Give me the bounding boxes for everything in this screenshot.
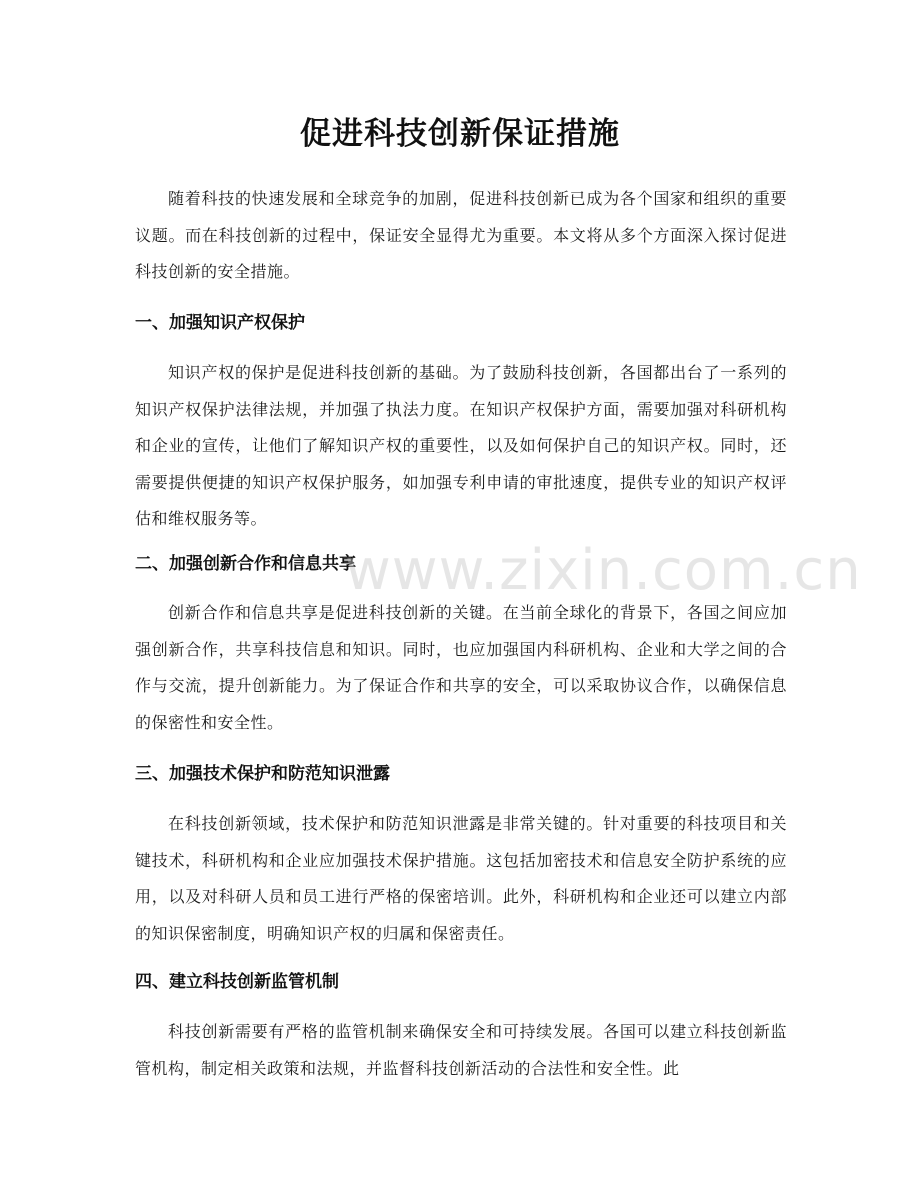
section-body-3: 在科技创新领域，技术保护和防范知识泄露是非常关键的。针对重要的科技项目和关键技术，科研机构和企业应加强技术保护措施。这包括加密技术和信息安全防护系统的应用，以及对科研人员和员工进行严格的保密培训。此外，科研机构和企业还可以建立内部的知识保密制度，明确知识产权的归属和保密责任。 <box>135 814 787 943</box>
intro-paragraph: 随着科技的快速发展和全球竞争的加剧，促进科技创新已成为各个国家和组织的重要议题。而在科技创新的过程中，保证安全显得尤为重要。本文将从多个方面深入探讨促进科技创新的安全措施。 <box>135 189 787 281</box>
section-heading-1: 一、加强知识产权保护 <box>135 313 305 333</box>
section-body-1: 知识产权的保护是促进科技创新的基础。为了鼓励科技创新，各国都出台了一系列的知识产权保护法律法规，并加强了执法力度。在知识产权保护方面，需要加强对科研机构和企业的宣传，让他们了解知识产权的重要性，以及如何保护自己的知识产权。同时，还需要提供便捷的知识产权保护服务，如加强专利申请的审批速度，提供专业的知识产权评估和维权服务等。 <box>135 363 787 528</box>
section-body-4: 科技创新需要有严格的监管机制来确保安全和可持续发展。各国可以建立科技创新监管机构，制定相关政策和法规，并监督科技创新活动的合法性和安全性。此 <box>135 1022 787 1078</box>
section-body-2: 创新合作和信息共享是促进科技创新的关键。在当前全球化的背景下，各国之间应加强创新合作，共享科技信息和知识。同时，也应加强国内科研机构、企业和大学之间的合作与交流，提升创新能力。为了保证合作和共享的安全，可以采取协议合作，以确保信息的保密性和安全性。 <box>135 603 787 732</box>
section-heading-3: 三、加强技术保护和防范知识泄露 <box>135 764 390 784</box>
page-title: 促进科技创新保证措施 <box>300 116 620 152</box>
section-heading-4: 四、建立科技创新监管机制 <box>135 972 339 992</box>
watermark: www.zixin.com.cn <box>345 538 862 603</box>
section-heading-2: 二、加强创新合作和信息共享 <box>135 554 356 574</box>
